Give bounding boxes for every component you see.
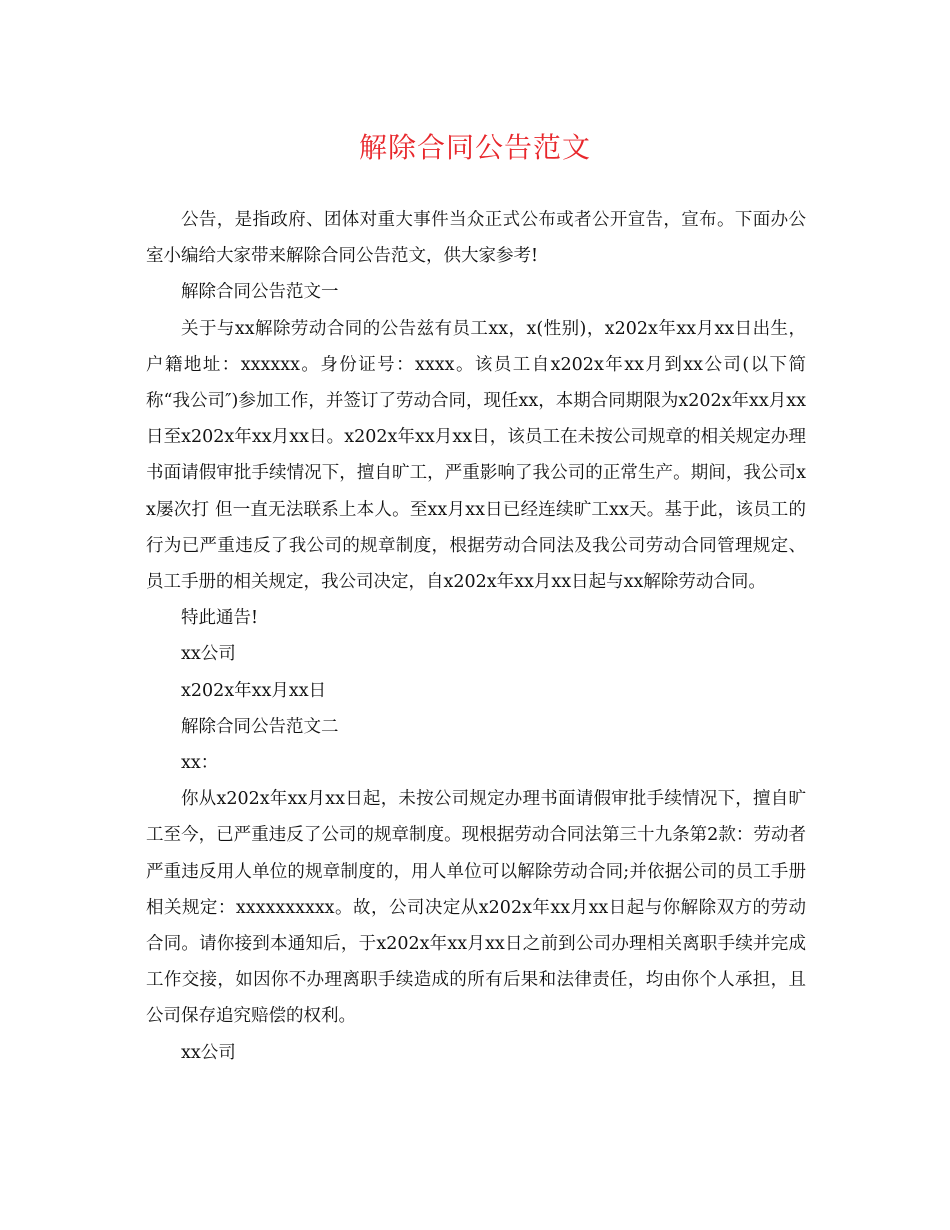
notice-closing: 特此通告! — [181, 608, 259, 629]
section-heading-one: 解除合同公告范文一 — [181, 282, 339, 303]
sample-two-salutation: xx： — [181, 753, 219, 774]
sample-two-company: xx公司 — [181, 1042, 236, 1063]
sample-one-company: xx公司 — [181, 644, 236, 665]
sample-one-date: x202x年xx月xx日 — [181, 680, 327, 701]
section-heading-two: 解除合同公告范文二 — [181, 716, 339, 737]
document-body — [146, 202, 806, 1071]
sample-one-body: 关于与xx解除劳动合同的公告兹有员工xx，x(性别)，x202x年xx月xx日出生，户籍地址：xxxxxx。身份证号：xxxx。该员工自x202x年xx月到xx公司(以下简称“我公司″)参加工作，并签订了劳动合同，现任xx，本期合同期限为x202x年xx月xx日至x202x年xx月xx日。x202x年xx月xx日，该员工在未按公司规章的相关规定办理书面请假审批手续情况下，擅自旷工，严重影响了我公司的正常生产。期间，我公司xx屡次打 但一直无法联系上本人。至xx月xx日已经连续旷工xx天。基于此，该员工的行为已严重违反了我公司的规章制度，根据劳动合同法及我公司劳动合同管理规定、员工手册的相关规定，我公司决定，自x202x年xx月xx日起与xx解除劳动合同。 — [146, 318, 806, 593]
document-title: 解除合同公告范文 — [358, 131, 591, 164]
sample-two-body: 你从x202x年xx月xx日起，未按公司规定办理书面请假审批手续情况下，擅自旷工至今，已严重违反了公司的规章制度。现根据劳动合同法第三十九条第2款：劳动者严重违反用人单位的规章制度的，用人单位可以解除劳动合同;并依据公司的员工手册相关规定：xxxxxxxxxx。故，公司决定从x202x年xx月xx日起与你解除双方的劳动合同。请你接到本通知后，于x202x年xx月xx日之前到公司办理相关离职手续并完成工作交接，如因你不办理离职手续造成的所有后果和法律责任，均由你个人承担，且公司保存追究赔偿的权利。 — [146, 789, 806, 1027]
intro-paragraph: 公告，是指政府、团体对重大事件当众正式公布或者公开宣告，宣布。下面办公室小编给大家带来解除合同公告范文，供大家参考! — [146, 210, 806, 267]
